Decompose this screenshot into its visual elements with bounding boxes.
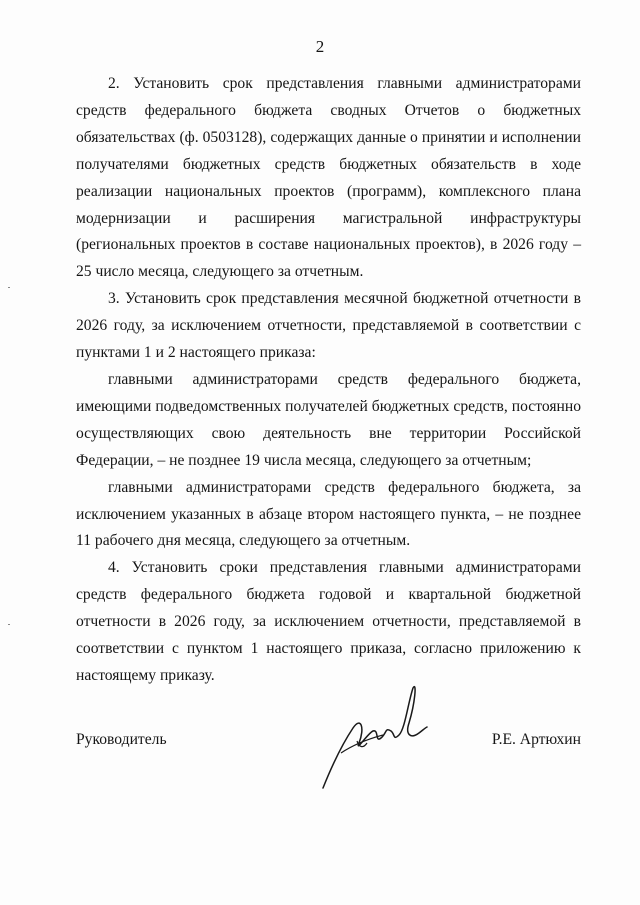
signatory-title: Руководитель: [76, 731, 167, 748]
paragraph-item-3-sub-1: главными администраторами средств федерального бюджета, имеющими подведомственных получателей бюджетных средств, постоянно осуществляющих свою деятельность вне территории Российской Федерации, – не позднее 19 числа месяца, следующего за отчетным;: [76, 370, 581, 469]
scan-artifact: [8, 624, 10, 625]
scan-artifact: [8, 287, 10, 288]
page-number: 2: [315, 37, 325, 56]
paragraph-item-4: 4. Установить сроки представления главными администраторами средств федерального бюджета годовой и квартальной бюджетной отчетности в 2026 году, за исключением отчетности, представляемой в соответствии с пунктом 1 настоящего приказа, согласно приложению к настоящему приказу.: [76, 559, 581, 684]
document-body: [76, 71, 581, 690]
paragraph-item-2: 2. Установить срок представления главными администраторами средств федерального бюджета сводных Отчетов о бюджетных обязательствах (ф. 0503128), содержащих данные о принятии и исполнении получателями бюджетных средств бюджетных обязательств в ходе реализации национальных проектов (программ), комплексного плана модернизации и расширения магистральной инфраструктуры (региональных проектов в составе национальных проектов), в 2026 году – 25 число месяца, следующего за отчетным.: [76, 75, 581, 281]
signatory-name: Р.Е. Артюхин: [491, 731, 581, 748]
paragraph-item-3: 3. Установить срок представления месячной бюджетной отчетности в 2026 году, за исключением отчетности, представляемой в соответствии с пунктами 1 и 2 настоящего приказа:: [76, 290, 581, 362]
paragraph-item-3-sub-2: главными администраторами средств федерального бюджета, за исключением указанных в абзаце втором настоящего пункта, – не позднее 11 рабочего дня месяца, следующего за отчетным.: [76, 478, 581, 550]
signature-row: [76, 731, 581, 755]
